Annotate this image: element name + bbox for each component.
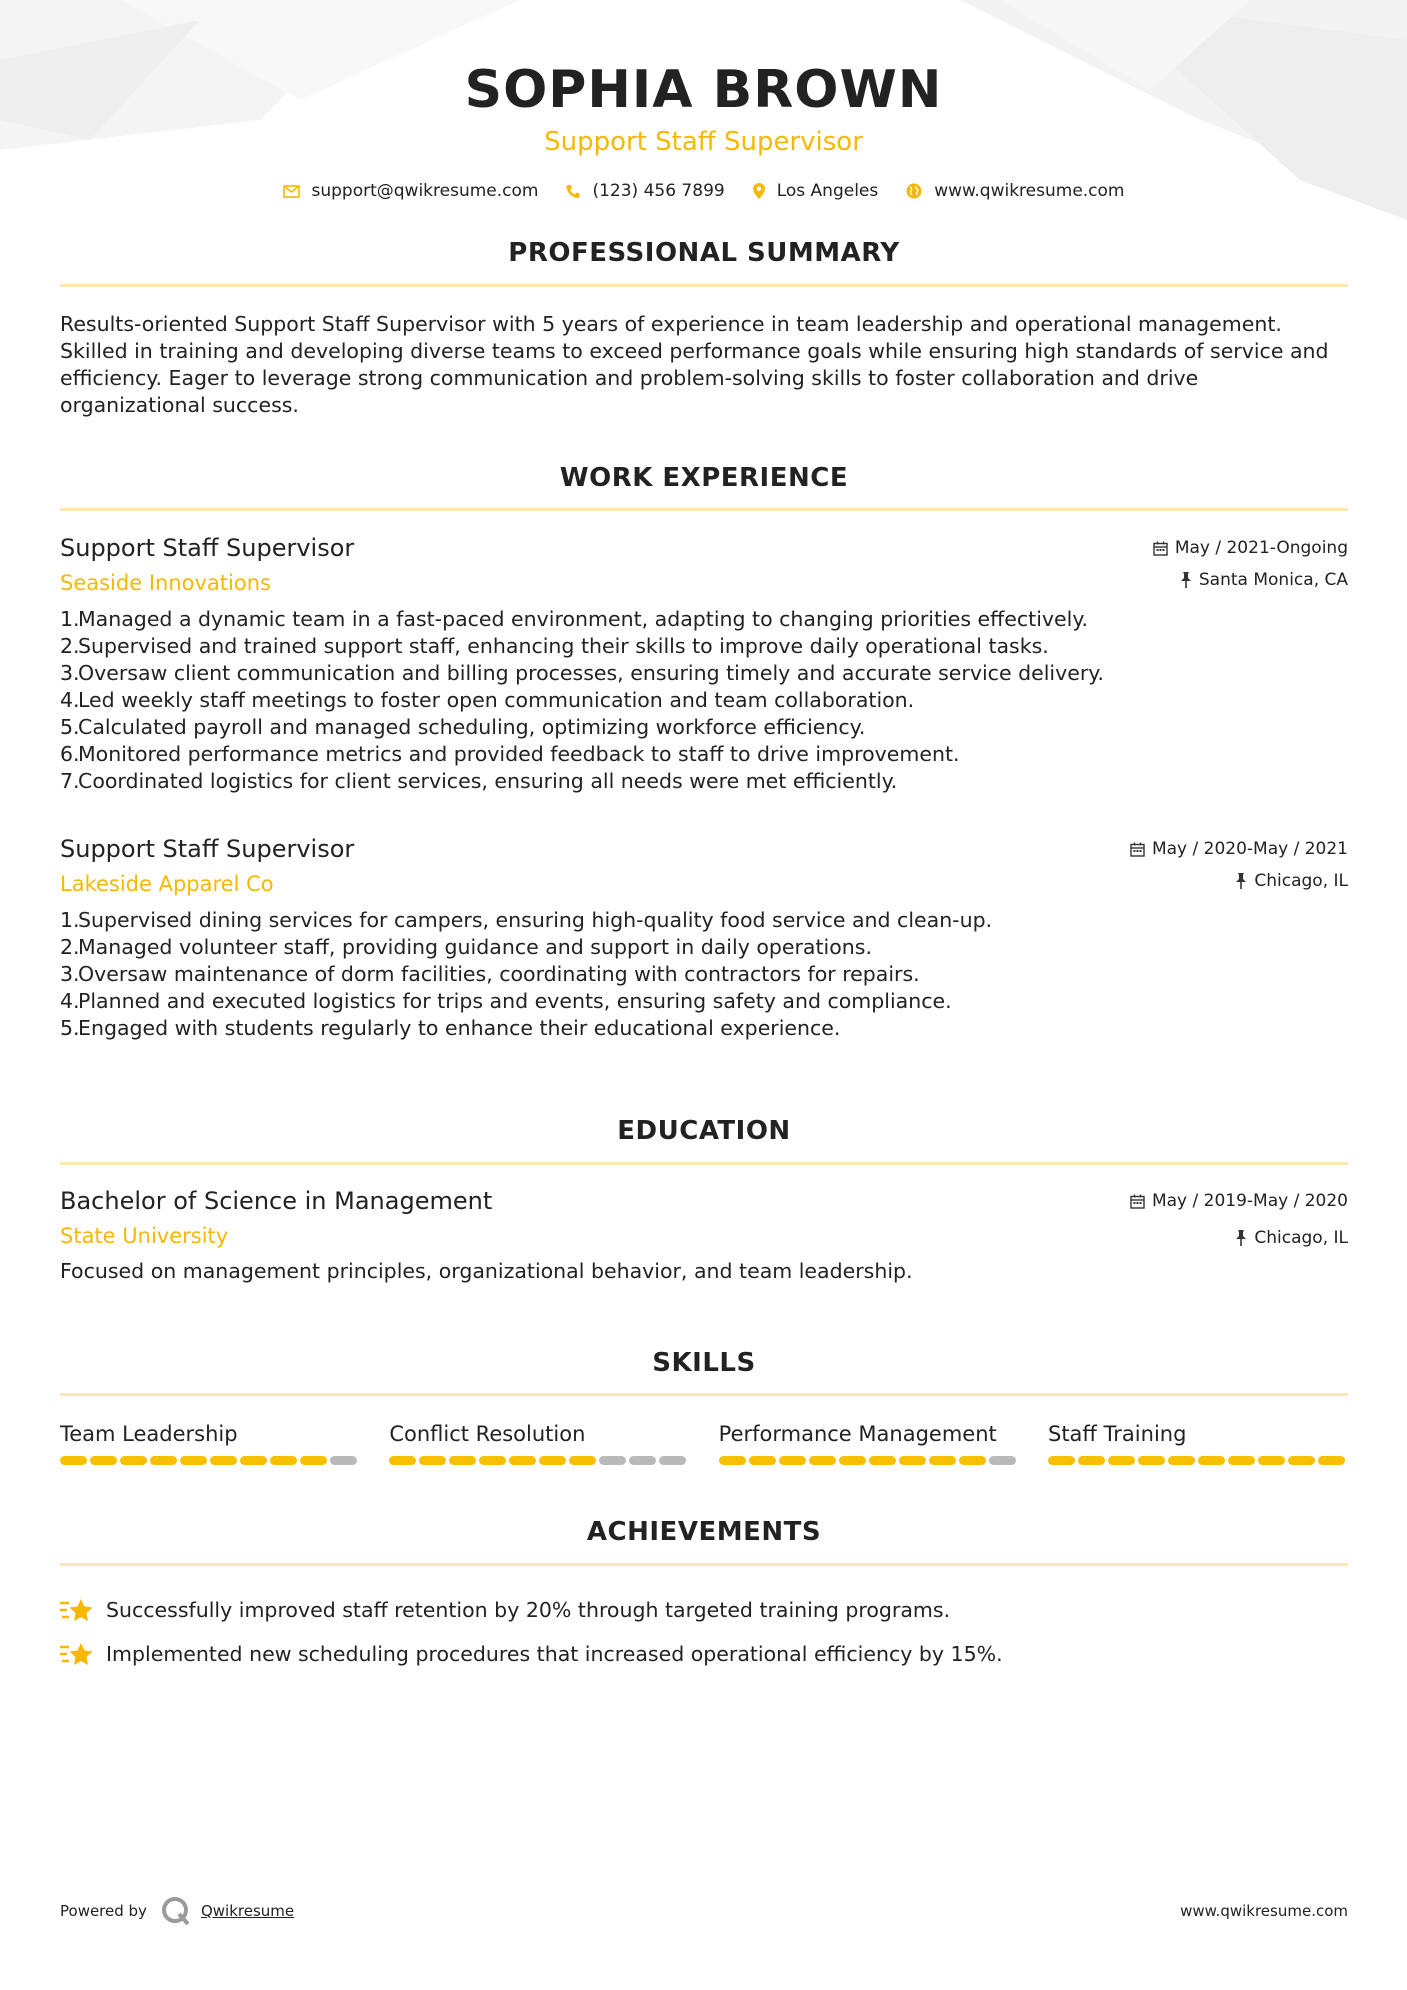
location-pin-icon [753, 183, 765, 199]
list-item: 2. Supervised and trained support staff, enhancing their skills to improve daily operational tasks. [60, 634, 1049, 658]
skill-dot-filled [1288, 1456, 1315, 1465]
job-meta [1130, 833, 1348, 897]
candidate-title: Support Staff Supervisor [544, 127, 863, 157]
skill-dot-filled [719, 1456, 746, 1465]
skill-dot-filled [1108, 1456, 1135, 1465]
job-duties-list [60, 907, 1348, 1042]
skill-dot-filled [899, 1456, 926, 1465]
skill-dot-filled [479, 1456, 506, 1465]
skill-dot-filled [869, 1456, 896, 1465]
education-meta [1130, 1185, 1348, 1259]
email-text: support@qwikresume.com [311, 181, 539, 201]
skill-name: Staff Training [1047, 1422, 1187, 1446]
skill-dot-filled [749, 1456, 776, 1465]
list-item: 2. Managed volunteer staff, providing guidance and support in daily operations. [60, 935, 872, 959]
pushpin-icon [1180, 572, 1192, 588]
section-divider [60, 1563, 1348, 1566]
education-date [1130, 1185, 1348, 1217]
skill-dot-filled [959, 1456, 986, 1465]
candidate-name: SOPHIA BROWN [464, 60, 943, 120]
list-item: 6. Monitored performance metrics and provided feedback to staff to drive improvement. [60, 742, 960, 766]
pushpin-icon [1235, 873, 1247, 889]
skill-dot-filled [1318, 1456, 1345, 1465]
education-location-text: Chicago, IL [1254, 1228, 1348, 1248]
contact-phone[interactable] [566, 181, 724, 201]
job-meta [1153, 532, 1348, 596]
job-title: Support Staff Supervisor [60, 835, 355, 863]
skill-level-bar [719, 1456, 1019, 1465]
skill-name: Conflict Resolution [389, 1422, 586, 1446]
job-date [1153, 532, 1348, 564]
envelope-icon [283, 185, 300, 198]
job-title: Support Staff Supervisor [60, 534, 355, 562]
skill-dot-filled [90, 1456, 117, 1465]
job-company: Seaside Innovations [60, 571, 271, 595]
section-title-summary: PROFESSIONAL SUMMARY [508, 238, 900, 268]
footer-branding [60, 1896, 294, 1926]
job-location-text: Santa Monica, CA [1198, 570, 1348, 590]
degree-title: Bachelor of Science in Management [60, 1187, 493, 1215]
skill-dot-filled [1078, 1456, 1105, 1465]
job-entry [60, 532, 1348, 795]
skill-dot-filled [539, 1456, 566, 1465]
section-title-education: EDUCATION [617, 1116, 791, 1146]
list-item: 1. Supervised dining services for campers, ensuring high-quality food service and clean-up. [60, 908, 993, 932]
skill-dot-empty [599, 1456, 626, 1465]
list-item: 4. Planned and executed logistics for trips and events, ensuring safety and compliance. [60, 989, 952, 1013]
section-title-experience: WORK EXPERIENCE [559, 463, 849, 493]
education-date-text: May / 2019-May / 2020 [1151, 1191, 1348, 1211]
location-text: Los Angeles [776, 181, 879, 201]
skill-dot-filled [300, 1456, 327, 1465]
contact-bar [0, 181, 1407, 201]
contact-website[interactable] [906, 181, 1124, 201]
list-item: 5. Engaged with students regularly to enhance their educational experience. [60, 1016, 841, 1040]
skill-dot-filled [210, 1456, 237, 1465]
website-text: www.qwikresume.com [934, 181, 1125, 201]
list-item: 5. Calculated payroll and managed scheduling, optimizing workforce efficiency. [60, 715, 866, 739]
calendar-icon [1130, 842, 1145, 857]
skill-dot-filled [60, 1456, 87, 1465]
globe-icon [906, 183, 922, 199]
footer-website[interactable]: www.qwikresume.com [1180, 1902, 1348, 1920]
qwikresume-logo-icon [161, 1896, 191, 1926]
section-divider [60, 508, 1348, 511]
skill-dot-empty [659, 1456, 686, 1465]
skill-dot-filled [1138, 1456, 1165, 1465]
contact-email[interactable] [283, 181, 539, 201]
job-company: Lakeside Apparel Co [60, 872, 274, 896]
list-item: 3. Oversaw maintenance of dorm facilities, coordinating with contractors for repairs. [60, 962, 920, 986]
list-item: 1. Managed a dynamic team in a fast-paced environment, adapting to changing priorities effectively. [60, 607, 1089, 631]
star-icon [60, 1597, 94, 1623]
star-icon [60, 1641, 94, 1667]
resume-header [0, 55, 1407, 201]
page-footer [60, 1896, 1348, 1926]
job-entry [60, 833, 1348, 1042]
phone-text: (123) 456 7899 [592, 181, 725, 201]
job-date-text: May / 2021-Ongoing [1174, 538, 1348, 558]
skill-dot-empty [629, 1456, 656, 1465]
skill-dot-filled [419, 1456, 446, 1465]
achievement-text: Successfully improved staff retention by 20% through targeted training programs. [106, 1598, 951, 1622]
skill-dot-filled [1198, 1456, 1225, 1465]
skill-dot-filled [1228, 1456, 1255, 1465]
skill-name: Team Leadership [60, 1422, 238, 1446]
calendar-icon [1153, 541, 1168, 556]
contact-location [753, 181, 879, 201]
skill-dot-filled [449, 1456, 476, 1465]
job-location [1130, 865, 1348, 897]
section-divider [60, 1162, 1348, 1165]
calendar-icon [1130, 1194, 1145, 1209]
education-location [1130, 1217, 1348, 1259]
job-duties-list [60, 606, 1348, 795]
powered-by-label: Powered by [60, 1902, 147, 1920]
skill-level-bar [389, 1456, 689, 1465]
brand-link[interactable]: Qwikresume [200, 1902, 295, 1920]
section-title-skills: SKILLS [652, 1348, 756, 1378]
achievements-list [60, 1588, 1348, 1676]
skill-dot-filled [270, 1456, 297, 1465]
skill-dot-filled [569, 1456, 596, 1465]
job-date [1130, 833, 1348, 865]
skill-dot-filled [180, 1456, 207, 1465]
education-entry [60, 1185, 1348, 1285]
skill-dot-filled [240, 1456, 267, 1465]
skill-dot-filled [1168, 1456, 1195, 1465]
list-item: 7. Coordinated logistics for client services, ensuring all needs were met efficiently. [60, 769, 898, 793]
skill-item [389, 1420, 689, 1465]
skill-dot-empty [989, 1456, 1016, 1465]
skill-dot-filled [839, 1456, 866, 1465]
section-divider [60, 1393, 1348, 1396]
skill-dot-filled [1048, 1456, 1075, 1465]
skill-dot-filled [389, 1456, 416, 1465]
job-location [1153, 564, 1348, 596]
skill-dot-filled [120, 1456, 147, 1465]
list-item: 4. Led weekly staff meetings to foster open communication and team collaboration. [60, 688, 915, 712]
skill-dot-filled [809, 1456, 836, 1465]
list-item: 3. Oversaw client communication and billing processes, ensuring timely and accurate service delivery. [60, 661, 1104, 685]
skill-dot-filled [929, 1456, 956, 1465]
pushpin-icon [1235, 1230, 1247, 1246]
summary-text: Results-oriented Support Staff Supervisor with 5 years of experience in team leadership and operational management. Skilled in training and developing diverse teams to exceed performance goals while ensuring high standards of service and efficiency. Eager to leverage strong communication and problem-solving skills to foster collaboration and drive organizational success. [60, 312, 1329, 417]
skill-dot-filled [150, 1456, 177, 1465]
job-date-text: May / 2020-May / 2021 [1151, 839, 1348, 859]
section-divider [60, 284, 1348, 287]
achievement-item [60, 1632, 1348, 1676]
skill-level-bar [60, 1456, 360, 1465]
achievement-item [60, 1588, 1348, 1632]
skill-dot-empty [330, 1456, 357, 1465]
achievement-text: Implemented new scheduling procedures that increased operational efficiency by 15%. [106, 1642, 1003, 1666]
education-description: Focused on management principles, organizational behavior, and team leadership. [60, 1259, 913, 1283]
skill-item [1048, 1420, 1348, 1465]
skill-dot-filled [779, 1456, 806, 1465]
skill-dot-filled [509, 1456, 536, 1465]
skill-level-bar [1048, 1456, 1348, 1465]
skill-item [719, 1420, 1019, 1465]
skill-item [60, 1420, 360, 1465]
section-title-achievements: ACHIEVEMENTS [586, 1517, 822, 1547]
skills-list [60, 1420, 1348, 1465]
skill-name: Performance Management [718, 1422, 997, 1446]
phone-icon [566, 184, 580, 199]
school-name: State University [60, 1224, 229, 1248]
skill-dot-filled [1258, 1456, 1285, 1465]
job-location-text: Chicago, IL [1254, 871, 1348, 891]
